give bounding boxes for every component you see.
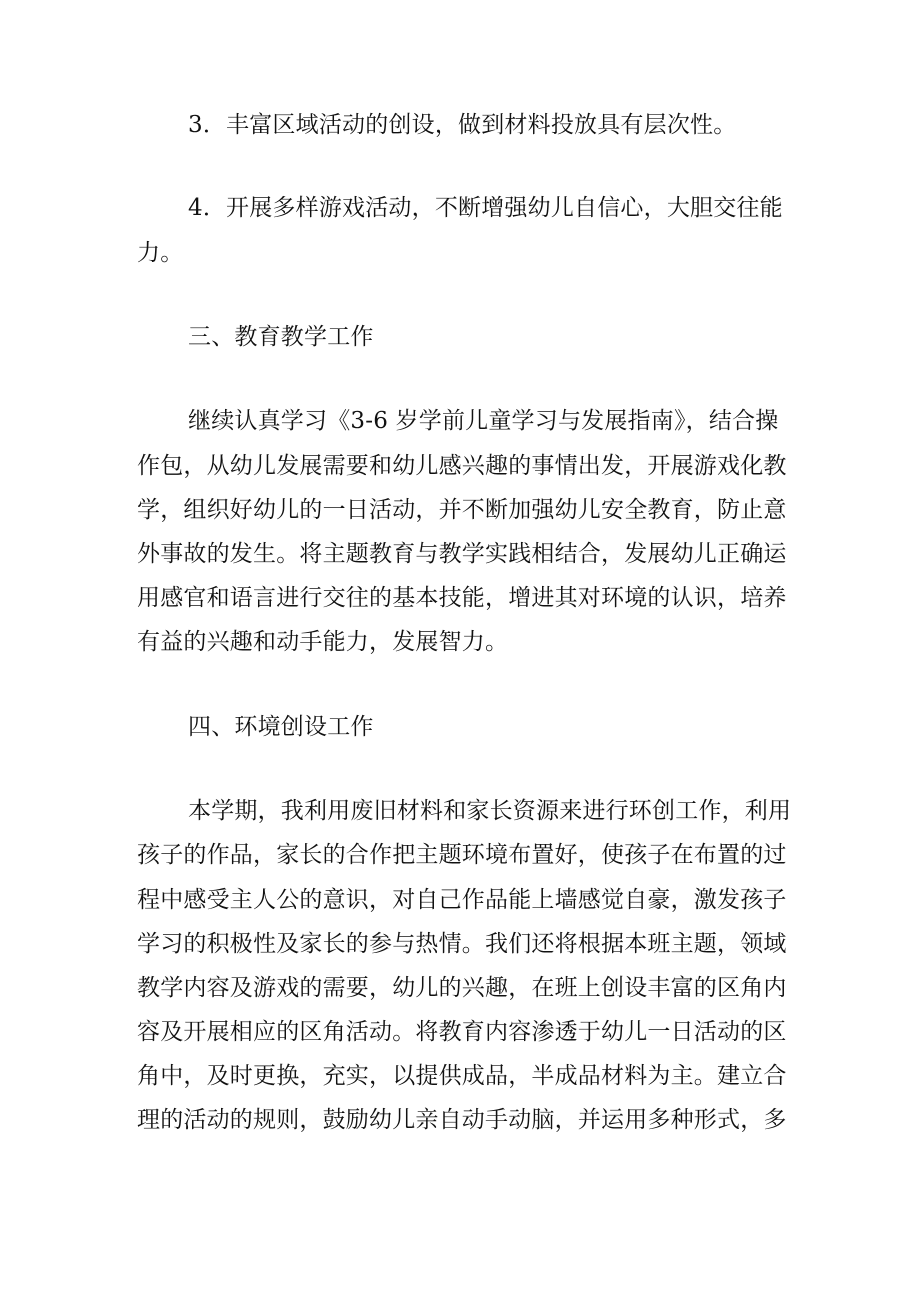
section-4-paragraph-line-8: 理的活动的规则，鼓励幼儿亲自动手动脑，并运用多种形式，多: [137, 1107, 787, 1133]
section-4-paragraph-line-6: 容及开展相应的区角活动。将教育内容渗透于幼儿一日活动的区: [137, 1019, 787, 1045]
section-3-paragraph-line-5: 用感官和语言进行交往的基本技能，增进其对环境的认识，培养: [137, 585, 787, 611]
section-3-paragraph-line-4: 外事故的发生。将主题教育与教学实践相结合，发展幼儿正确运: [137, 541, 787, 567]
section-3-paragraph-line-1: 继续认真学习《3-6 岁学前儿童学习与发展指南》，结合操: [188, 408, 779, 434]
section-4-paragraph-line-5: 教学内容及游戏的需要，幼儿的兴趣，在班上创设丰富的区角内: [137, 975, 787, 1001]
list-item-4-line-2: 力。: [137, 240, 184, 266]
section-3-paragraph-line-6: 有益的兴趣和动手能力，发展智力。: [137, 629, 509, 655]
section-4-paragraph-line-4: 学习的积极性及家长的参与热情。我们还将根据本班主题，领域: [137, 931, 787, 957]
section-4-paragraph-line-2: 孩子的作品，家长的合作把主题环境布置好，使孩子在布置的过: [137, 842, 787, 868]
section-4-paragraph-line-1: 本学期，我利用废旧材料和家长资源来进行环创工作，利用: [188, 798, 792, 824]
section-3-paragraph-line-3: 学，组织好幼儿的一日活动，并不断加强幼儿安全教育，防止意: [137, 497, 787, 523]
section-3-heading: 三、教育教学工作: [188, 324, 374, 350]
list-item-3: 3．丰富区域活动的创设，做到材料投放具有层次性。: [188, 112, 737, 138]
section-4-heading: 四、环境创设工作: [188, 714, 374, 740]
section-3-paragraph-line-2: 作包，从幼儿发展需要和幼儿感兴趣的事情出发，开展游戏化教: [137, 453, 787, 479]
list-item-4-line-1: 4．开展多样游戏活动，不断增强幼儿自信心，大胆交往能: [188, 195, 783, 221]
section-4-paragraph-line-3: 程中感受主人公的意识，对自己作品能上墙感觉自豪，激发孩子: [137, 887, 787, 913]
section-4-paragraph-line-7: 角中，及时更换，充实，以提供成品，半成品材料为主。建立合: [137, 1063, 787, 1089]
